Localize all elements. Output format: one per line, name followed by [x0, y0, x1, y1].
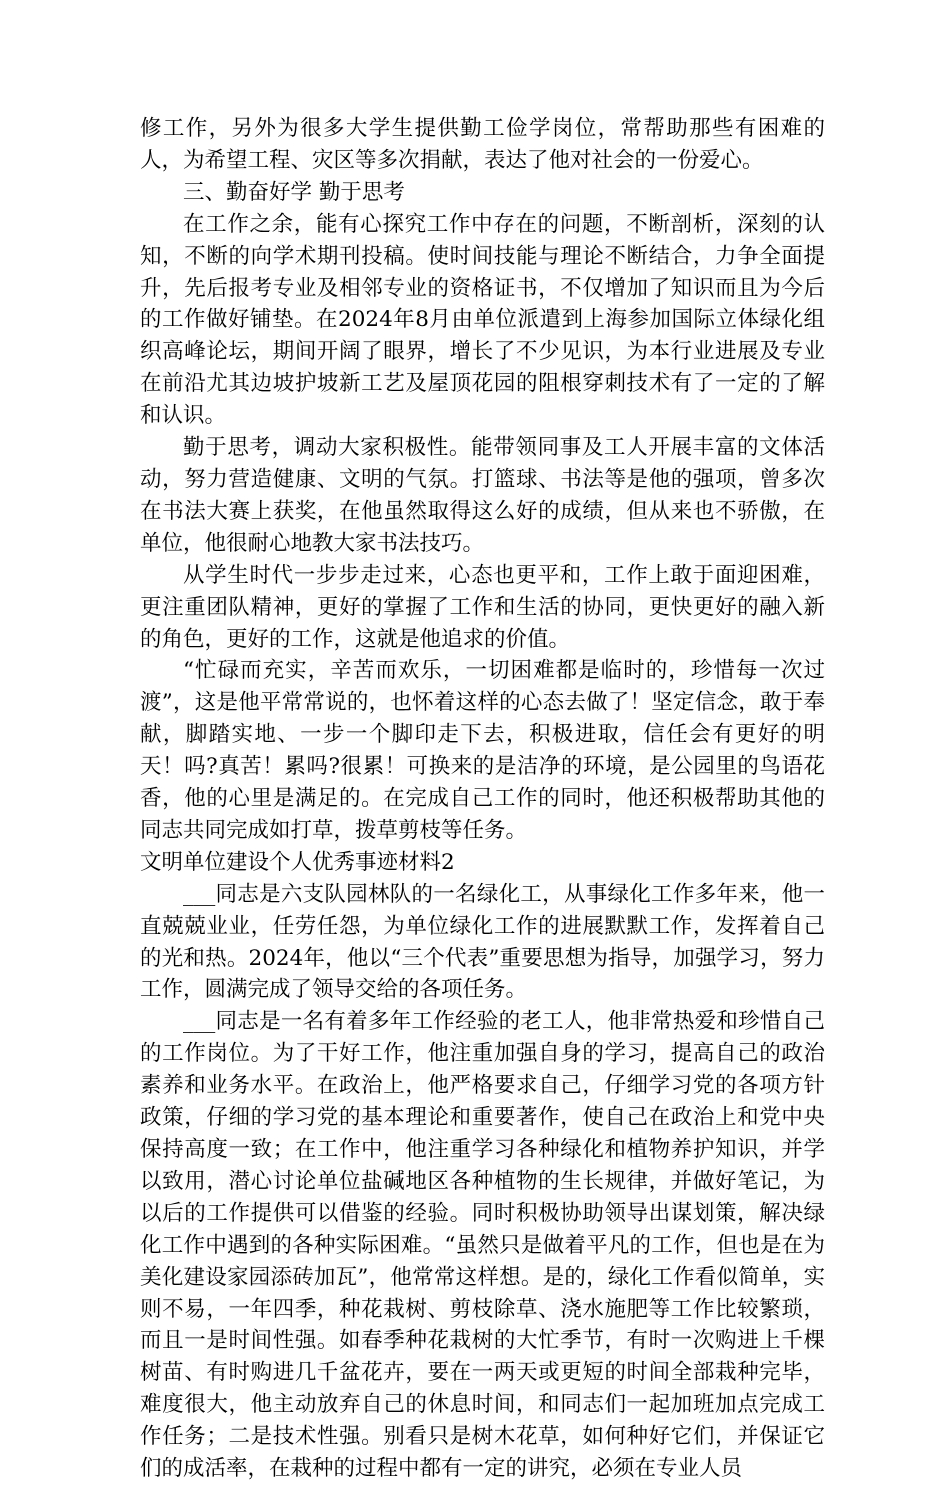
- document-subtitle: 文明单位建设个人优秀事迹材料2: [140, 849, 455, 875]
- paragraph-volunteer-work: 修工作，另外为很多大学生提供勤工俭学岗位，常帮助那些有困难的人，为希望工程、灾区等多次捐献，表达了他对社会的一份爱心。: [140, 116, 825, 173]
- document-page: [140, 113, 825, 1485]
- paragraph-thinking: 勤于思考，调动大家积极性。能带领同事及工人开展丰富的文体活动，努力营造健康、文明的气氛。打篮球、书法等是他的强项，曾多次在书法大赛上获奖，在他虽然取得这么好的成绩，但从来也不骄傲，在单位，他很耐心地教大家书法技巧。: [140, 435, 825, 556]
- paragraph-gardener-work: ___同志是一名有着多年工作经验的老工人，他非常热爱和珍惜自己的工作岗位。为了干好工作，他注重加强自身的学习，提高自己的政治素养和业务水平。在政治上，他严格要求自己，仔细学习党的各项方针政策，仔细的学习党的基本理论和重要著作，使自己在政治上和党中央保持高度一致；在工作中，他注重学习各种绿化和植物养护知识，并学以致用，潜心讨论单位盐碱地区各种植物的生长规律，并做好笔记，为以后的工作提供可以借鉴的经验。同时积极协助领导出谋划策，解决绿化工作中遇到的各种实际困难。“虽然只是做着平凡的工作，但也是在为美化建设家园添砖加瓦”，他常常这样想。是的，绿化工作看似简单，实则不易，一年四季，种花栽树、剪枝除草、浇水施肥等工作比较繁琐，而且一是时间性强。如春季种花栽树的大忙季节，有时一次购进上千棵树苗、有时购进几千盆花卉，要在一两天或更短的时间全部栽种完毕，难度很大，他主动放弃自己的休息时间，和同志们一起加班加点完成工作任务；二是技术性强。别看只是树木花草，如何种好它们，并保证它们的成活率，在栽种的过程中都有一定的讲究，必须在专业人员: [140, 1009, 825, 1482]
- paragraph-motto: “忙碌而充实，辛苦而欢乐，一切困难都是临时的，珍惜每一次过渡”，这是他平常常说的，也怀着这样的心态去做了！坚定信念，敢于奉献，脚踏实地、一步一个脚印走下去，积极进取，信任会有更好的明天！吗?真苦！累吗?很累！可换来的是洁净的环境，是公园里的鸟语花香，他的心里是满足的。在完成自己工作的同时，他还积极帮助其他的同志共同完成如打草，拨草剪枝等任务。: [140, 658, 825, 843]
- paragraph-research: 在工作之余，能有心探究工作中存在的问题，不断剖析，深刻的认知，不断的向学术期刊投稿。使时间技能与理论不断结合，力争全面提升，先后报考专业及相邻专业的资格证书，不仅增加了知识而且为今后的工作做好铺垫。在2024年8月由单位派遣到上海参加国际立体绿化组织高峰论坛，期间开阔了眼界，增长了不少见识，为本行业进展及专业在前沿尤其边坡护坡新工艺及屋顶花园的阻根穿刺技术有了一定的了解和认识。: [140, 211, 825, 429]
- section-heading-study: 三、勤奋好学 勤于思考: [183, 179, 405, 205]
- paragraph-gardener-intro: ___同志是六支队园林队的一名绿化工，从事绿化工作多年来，他一直兢兢业业，任劳任怨，为单位绿化工作的进展默默工作，发挥着自己的光和热。2024年，他以“三个代表”重要思想为指导，加强学习，努力工作，圆满完成了领导交给的各项任务。: [140, 881, 825, 1003]
- paragraph-teamwork: 从学生时代一步步走过来，心态也更平和，工作上敢于面迎困难，更注重团队精神，更好的掌握了工作和生活的协同，更快更好的融入新的角色，更好的工作，这就是他追求的价值。: [140, 562, 825, 652]
